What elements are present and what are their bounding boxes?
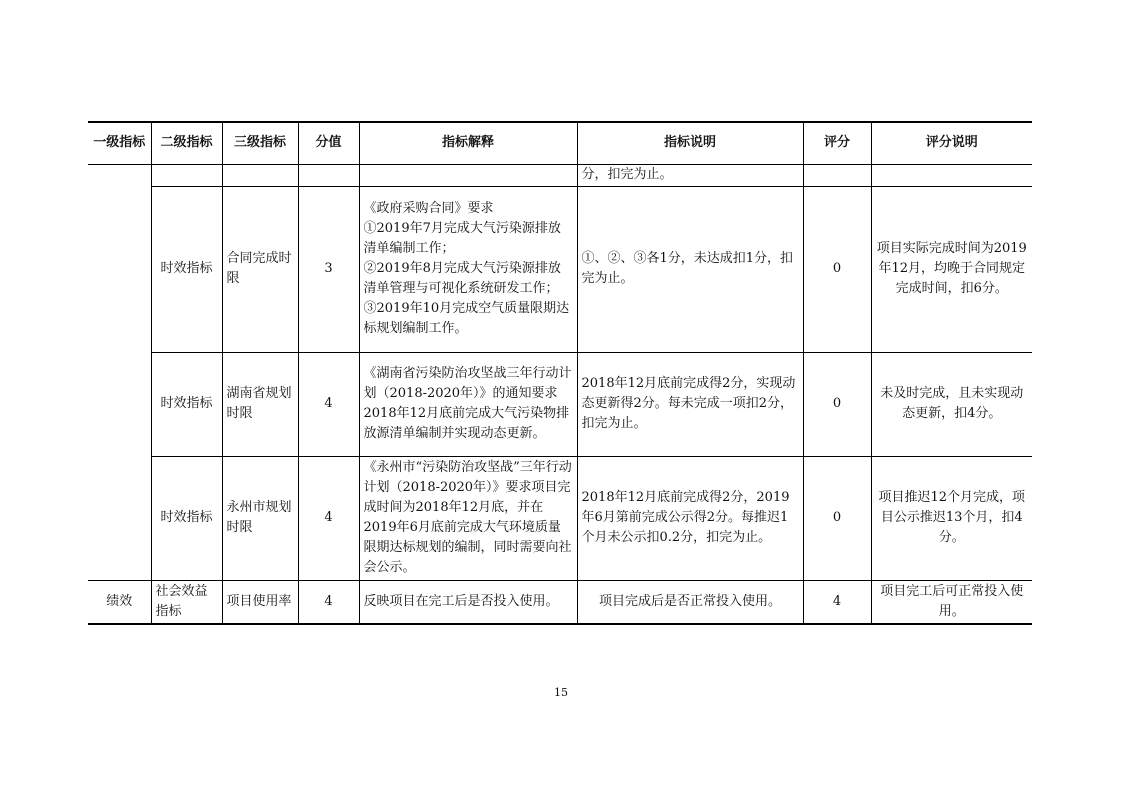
explanation-cell: 分，扣完为止。 bbox=[577, 164, 803, 186]
rating-note-cell: 项目完工后可正常投入使用。 bbox=[871, 580, 1032, 624]
table-row bbox=[88, 352, 1032, 456]
table-row bbox=[88, 580, 1032, 624]
score-value-cell: 4 bbox=[298, 456, 359, 580]
level3-cell: 湖南省规划时限 bbox=[222, 352, 298, 456]
level1-cell-empty bbox=[88, 164, 151, 580]
level2-cell: 社会效益指标 bbox=[151, 580, 222, 624]
table-row-continuation bbox=[88, 164, 1032, 186]
header-interpretation: 指标解释 bbox=[359, 122, 577, 164]
header-level1: 一级指标 bbox=[88, 122, 151, 164]
interpretation-cell: 《永州市“污染防治攻坚战”三年行动计划（2018-2020年）》要求项目完成时间为2018年12月底，并在2019年6月底前完成大气环境质量限期达标规划的编制，同时需要向社会公示。 bbox=[359, 456, 577, 580]
table-row bbox=[88, 456, 1032, 580]
explanation-cell: 2018年12月底前完成得2分，实现动态更新得2分。每未完成一项扣2分，扣完为止。 bbox=[577, 352, 803, 456]
level3-cell: 合同完成时限 bbox=[222, 186, 298, 352]
rating-cell: 0 bbox=[803, 186, 871, 352]
table-header-row bbox=[88, 122, 1032, 164]
indicator-table bbox=[88, 121, 1032, 625]
interpretation-cell bbox=[359, 186, 577, 352]
interpretation-line: ①2019年7月完成大气污染源排放清单编制工作； bbox=[363, 221, 561, 256]
header-level3: 三级指标 bbox=[222, 122, 298, 164]
level3-cell: 永州市规划时限 bbox=[222, 456, 298, 580]
page-number: 15 bbox=[554, 686, 568, 699]
interpretation-cell: 反映项目在完工后是否投入使用。 bbox=[359, 580, 577, 624]
score-value-cell: 3 bbox=[298, 186, 359, 352]
explanation-cell: 项目完成后是否正常投入使用。 bbox=[577, 580, 803, 624]
header-rating: 评分 bbox=[803, 122, 871, 164]
level2-cell: 时效指标 bbox=[151, 352, 222, 456]
level2-cell: 时效指标 bbox=[151, 186, 222, 352]
level3-cell: 项目使用率 bbox=[222, 580, 298, 624]
header-level2: 二级指标 bbox=[151, 122, 222, 164]
table-row bbox=[88, 186, 1032, 352]
rating-note-cell: 未及时完成，且未实现动态更新，扣4分。 bbox=[871, 352, 1032, 456]
rating-cell: 0 bbox=[803, 352, 871, 456]
interpretation-cell: 《湖南省污染防治攻坚战三年行动计划（2018-2020年）》的通知要求2018年12月底前完成大气污染物排放源清单编制并实现动态更新。 bbox=[359, 352, 577, 456]
interpretation-line: 《政府采购合同》要求 bbox=[363, 201, 494, 216]
score-value-cell: 4 bbox=[298, 580, 359, 624]
rating-note-cell: 项目推迟12个月完成，项目公示推迟13个月，扣4分。 bbox=[871, 456, 1032, 580]
level2-cell: 时效指标 bbox=[151, 456, 222, 580]
level1-cell: 绩效 bbox=[88, 580, 151, 624]
rating-cell: 4 bbox=[803, 580, 871, 624]
header-score-value: 分值 bbox=[298, 122, 359, 164]
rating-note-cell: 项目实际完成时间为2019年12月，均晚于合同规定完成时间，扣6分。 bbox=[871, 186, 1032, 352]
interpretation-line: ②2019年8月完成大气污染源排放清单管理与可视化系统研发工作； bbox=[363, 261, 561, 296]
interpretation-line: ③2019年10月完成空气质量限期达标规划编制工作。 bbox=[363, 301, 570, 336]
header-rating-note: 评分说明 bbox=[871, 122, 1032, 164]
score-value-cell: 4 bbox=[298, 352, 359, 456]
rating-cell: 0 bbox=[803, 456, 871, 580]
explanation-cell: ①、②、③各1分，未达成扣1分，扣完为止。 bbox=[577, 186, 803, 352]
explanation-cell: 2018年12月底前完成得2分，2019年6月第前完成公示得2分。每推迟1个月未公示扣0.2分，扣完为止。 bbox=[577, 456, 803, 580]
header-explanation: 指标说明 bbox=[577, 122, 803, 164]
